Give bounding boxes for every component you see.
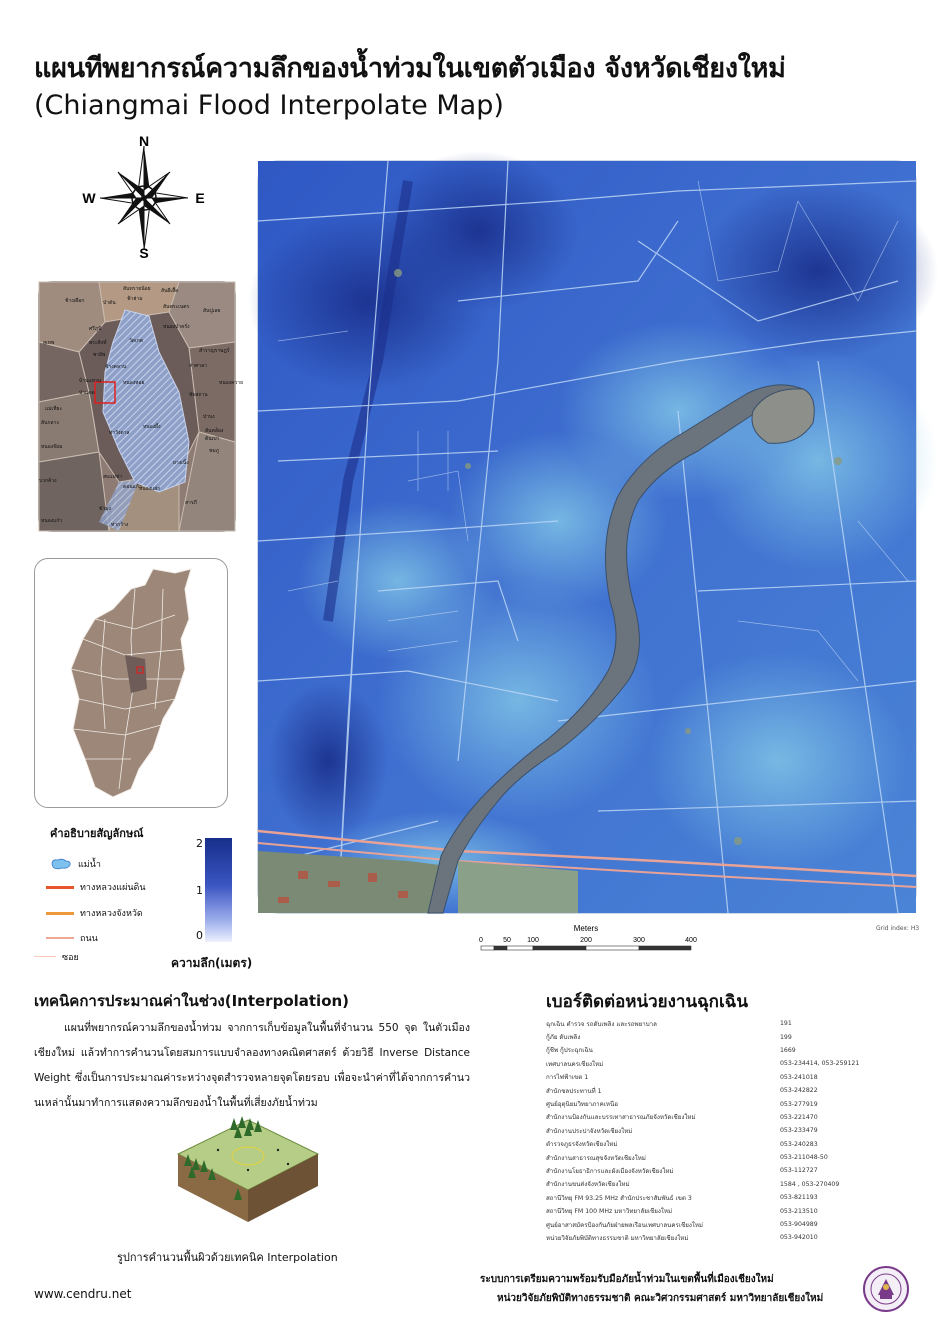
depth-tick-mid: 1 [196, 884, 203, 897]
legend-item-national-highway [34, 879, 184, 895]
contact-number: 053-211048-50 [780, 1154, 828, 1162]
province-inset-svg [35, 559, 227, 807]
svg-text:สันปูเลย: สันปูเลย [203, 308, 221, 314]
table-row [546, 1151, 860, 1164]
svg-text:สันผีเสื้อ: สันผีเสื้อ [161, 288, 179, 294]
svg-text:สันกลาง: สันกลาง [41, 420, 59, 426]
compass-n: N [138, 133, 150, 149]
contact-number: 053-213510 [780, 1207, 818, 1215]
table-row [546, 1097, 860, 1110]
legend-label-provincial-highway: ทางหลวงจังหวัด [80, 909, 143, 919]
table-row [546, 1164, 860, 1177]
table-row [546, 1218, 860, 1231]
table-row [546, 1057, 860, 1070]
contact-name: การไฟฟ้าเขต 1 [546, 1074, 589, 1082]
table-row [546, 1124, 860, 1137]
emergency-contacts-table [546, 1017, 860, 1245]
contact-number: 053-904989 [780, 1221, 818, 1229]
contact-number: 053-234414, 053-259121 [780, 1060, 860, 1068]
contact-name: กู้ภัย ดับเพลิง [546, 1034, 581, 1042]
svg-text:ช้างคลาน: ช้างคลาน [105, 364, 127, 370]
svg-text:ขัวมุง: ขัวมุง [99, 506, 111, 512]
contact-name: สำนักชลประทานที่ 1 [546, 1087, 602, 1095]
scale-tick: 300 [633, 937, 645, 944]
depth-legend-label: ความลึก(เมตร) [171, 956, 253, 970]
contact-number: 053-221470 [780, 1113, 818, 1121]
legend-label-river: แม่น้ำ [78, 860, 101, 870]
contact-name: ฉุกเฉิน ตำรวจ รถดับเพลิง และรถพยาบาล [546, 1020, 657, 1028]
svg-text:ดอนแก้ว: ดอนแก้ว [123, 484, 142, 490]
svg-text:สันคล้อง: สันคล้อง [205, 428, 224, 434]
scale-bar [476, 922, 696, 962]
svg-text:สันทรายน้อย: สันทรายน้อย [123, 286, 151, 292]
grid-index: Grid index: H3 [876, 925, 920, 932]
contact-name: เทศบาลนครเชียงใหม่ [546, 1060, 604, 1068]
table-row [546, 1138, 860, 1151]
table-row [546, 1204, 860, 1217]
svg-text:ฟ้าฮ่าม: ฟ้าฮ่าม [127, 296, 143, 302]
table-row [546, 1231, 860, 1244]
svg-text:หนองแฝก: หนองแฝก [139, 486, 161, 492]
flood-depth-map [257, 160, 917, 914]
compass-e: E [195, 190, 205, 206]
district-inset-svg [39, 282, 244, 531]
legend-item-river [34, 856, 184, 872]
svg-text:พระสิงห์: พระสิงห์ [89, 340, 107, 346]
contact-number: 191 [780, 1020, 792, 1028]
district-inset-map [38, 281, 244, 532]
interpolation-heading: เทคนิคการประมาณค่าในช่วง(Interpolation) [34, 992, 350, 1010]
svg-text:สันพระเนตร: สันพระเนตร [163, 304, 190, 310]
provincial-highway-symbol-icon [46, 912, 74, 915]
contact-number: 053-242822 [780, 1087, 818, 1095]
contact-name: ศูนย์อุตุนิยมวิทยาภาคเหนือ [546, 1101, 618, 1109]
contact-name: สำนักงานป้องกันและบรรเทาสาธารณภัยจังหวัดเชียงใหม่ [546, 1114, 696, 1122]
contact-number: 053-277919 [780, 1100, 818, 1108]
alley-symbol-icon [34, 956, 56, 957]
svg-text:สารภี: สารภี [185, 500, 197, 506]
map-title-thai: แผนทีพยากรณ์ความลึกของน้ำท่วมในเขตตัวเมือง จังหวัดเชียงใหม่ [34, 53, 786, 84]
svg-text:หนองแก๋ว: หนองแก๋ว [41, 518, 63, 524]
contact-number: 053-233479 [780, 1127, 818, 1135]
contact-number: 053-112727 [780, 1167, 818, 1175]
svg-text:หนองป่าครั่ง: หนองป่าครั่ง [163, 324, 190, 330]
contact-name: สำนักงานประปาจังหวัดเชียงใหม่ [546, 1127, 633, 1135]
contact-name: สถานีวิทยุ FM 93.25 MHz สำนักประชาสัมพันธ์ เขต 3 [546, 1194, 692, 1202]
svg-text:ต้นเปา: ต้นเปา [205, 436, 220, 442]
svg-text:ศรีภูมิ: ศรีภูมิ [89, 326, 102, 332]
svg-text:หนองผึ้ง: หนองผึ้ง [143, 424, 161, 430]
table-row [546, 1111, 860, 1124]
svg-text:บวกค้าง: บวกค้าง [39, 478, 57, 484]
legend-title: คำอธิบายสัญลักษณ์ [50, 827, 144, 840]
svg-text:ป่าบง: ป่าบง [203, 414, 215, 420]
compass-w: W [82, 190, 96, 206]
depth-tick-max: 2 [196, 837, 203, 850]
depth-tick-min: 0 [196, 929, 203, 942]
contact-number: 053-240283 [780, 1140, 818, 1148]
svg-text:ชัยสถาน: ชัยสถาน [189, 392, 208, 398]
svg-text:พายัพ: พายัพ [93, 352, 106, 358]
province-inset-map [34, 558, 228, 808]
table-row [546, 1017, 860, 1030]
legend-item-provincial-highway [34, 905, 184, 921]
svg-text:ท่ากว้าง: ท่ากว้าง [111, 522, 129, 528]
website-link[interactable]: www.cendru.net [34, 1287, 132, 1301]
interpolation-description [34, 1016, 470, 1116]
footer-system-name: ระบบการเตรียมความพร้อมรับมือภัยน้ำท่วมในเขตพื้นที่เมืองเชียงใหม่ [480, 1274, 774, 1285]
scale-tick: 100 [527, 937, 539, 944]
interpolation-body-text: แผนที่พยากรณ์ความลึกของน้ำท่วม จากการเก็บข้อมูลในพื้นที่จำนวน 550 จุด ในตัวเมืองเชียงใหม่ แล้วทำการคำนวนโดยสมการแบบจำลองทางคณิตศาสตร์ ด้วยวิธี Inverse Distance Weight ซึ่งเป็นการประมาณค่าระหว่างจุดสำรวจหลายจุดโดยรอบ เพื่อจะนำค่าที่ได้จากการคำนวนเหล่านั้นมาทำการแสดงความลึกของน้ำในพื้นที่เสี่ยงภัยน้ำท่วม [34, 1022, 470, 1109]
scale-unit: Meters [573, 924, 599, 933]
legend-label-alley: ซอย [62, 953, 79, 963]
footer-organization: หน่วยวิจัยภัยพิบัติทางธรรมชาติ คณะวิศวกรรมศาสตร์ มหาวิทยาลัยเชียงใหม่ [497, 1293, 824, 1304]
contact-number: 053-821193 [780, 1194, 818, 1202]
svg-text:สบแม่ข่า: สบแม่ข่า [103, 474, 122, 480]
contact-name: หน่วยวิจัยภัยพิบัติทางธรรมชาติ มหาวิทยาลัยเชียงใหม่ [546, 1234, 689, 1242]
table-row [546, 1071, 860, 1084]
contact-name: กู้ชีพ กู้ประฉุกเฉิน [546, 1047, 593, 1055]
interpolation-caption: รูปการคำนวนพื้นผิวด้วยเทคนิค Interpolation [117, 1251, 338, 1264]
contact-name: สำนักงานโยธาธิการและผังเมืองจังหวัดเชียงใหม่ [546, 1167, 674, 1175]
river-symbol-icon [50, 858, 72, 870]
scale-tick: 400 [685, 937, 697, 944]
contact-number: 1584 , 053-270409 [780, 1180, 840, 1188]
contact-name: สำนักงานสาธารณสุขจังหวัดเชียงใหม่ [546, 1154, 646, 1162]
contact-name: สถานีวิทยุ FM 100 MHz มหาวิทยาลัยเชียงใหม่ [546, 1208, 673, 1216]
svg-text:สุเทพ: สุเทพ [43, 340, 55, 346]
svg-text:หนองจ๊อม: หนองจ๊อม [41, 444, 63, 450]
legend-item-road [34, 930, 184, 946]
university-logo-icon [862, 1265, 910, 1313]
svg-text:ท่าศาลา: ท่าศาลา [189, 363, 207, 369]
svg-text:ท่าวังตาล: ท่าวังตาล [109, 430, 130, 436]
compass-s: S [139, 245, 149, 261]
contact-name: สำนักงานขนส่งจังหวัดเชียงใหม่ [546, 1181, 630, 1189]
table-row [546, 1044, 860, 1057]
svg-text:สำราญราษฎร์: สำราญราษฎร์ [199, 348, 230, 354]
svg-text:ช้างเผือก: ช้างเผือก [65, 298, 85, 304]
north-arrow-icon [82, 132, 206, 260]
table-row [546, 1084, 860, 1097]
depth-color-ramp [205, 838, 232, 942]
emergency-contacts-heading: เบอร์ติดต่อหน่วยงานฉุกเฉิน [546, 992, 748, 1012]
contact-number: 1669 [780, 1046, 796, 1054]
svg-text:ยางเนิ้ง: ยางเนิ้ง [173, 460, 189, 466]
road-symbol-icon [46, 937, 74, 939]
svg-text:บ้านแหวน: บ้านแหวน [79, 378, 102, 384]
scale-tick: 0 [479, 937, 483, 944]
interpolation-surface-illustration [168, 1110, 328, 1230]
legend-label-road: ถนน [80, 934, 98, 944]
scale-tick: 50 [503, 937, 511, 944]
legend-label-national-highway: ทางหลวงแผ่นดิน [80, 883, 146, 893]
table-row [546, 1030, 860, 1043]
svg-text:ชมภู: ชมภู [209, 448, 219, 454]
contact-number: 053-241018 [780, 1073, 818, 1081]
svg-text:วัดเกต: วัดเกต [129, 338, 144, 344]
svg-text:ป่าตัน: ป่าตัน [103, 300, 116, 306]
table-row [546, 1191, 860, 1204]
legend-item-alley [34, 949, 184, 965]
national-highway-symbol-icon [46, 886, 74, 889]
contact-number: 199 [780, 1033, 792, 1041]
scale-tick: 200 [580, 937, 592, 944]
svg-text:หนองควาย: หนองควาย [219, 380, 244, 386]
contact-name: ศูนย์อาสาสมัครป้องกันภัยฝ่ายพลเรือนเทศบาลนครเชียงใหม่ [546, 1221, 704, 1229]
contact-name: ตำรวจภูธรจังหวัดเชียงใหม่ [546, 1141, 618, 1149]
flood-depth-map-svg [258, 161, 916, 913]
svg-text:หนองหอย: หนองหอย [123, 380, 145, 386]
svg-text:แม่เหียะ: แม่เหียะ [45, 406, 63, 412]
contact-number: 053-942010 [780, 1234, 818, 1242]
svg-text:ป่าแดด: ป่าแดด [79, 390, 95, 396]
map-title-english: (Chiangmai Flood Interpolate Map) [34, 90, 504, 121]
table-row [546, 1178, 860, 1191]
